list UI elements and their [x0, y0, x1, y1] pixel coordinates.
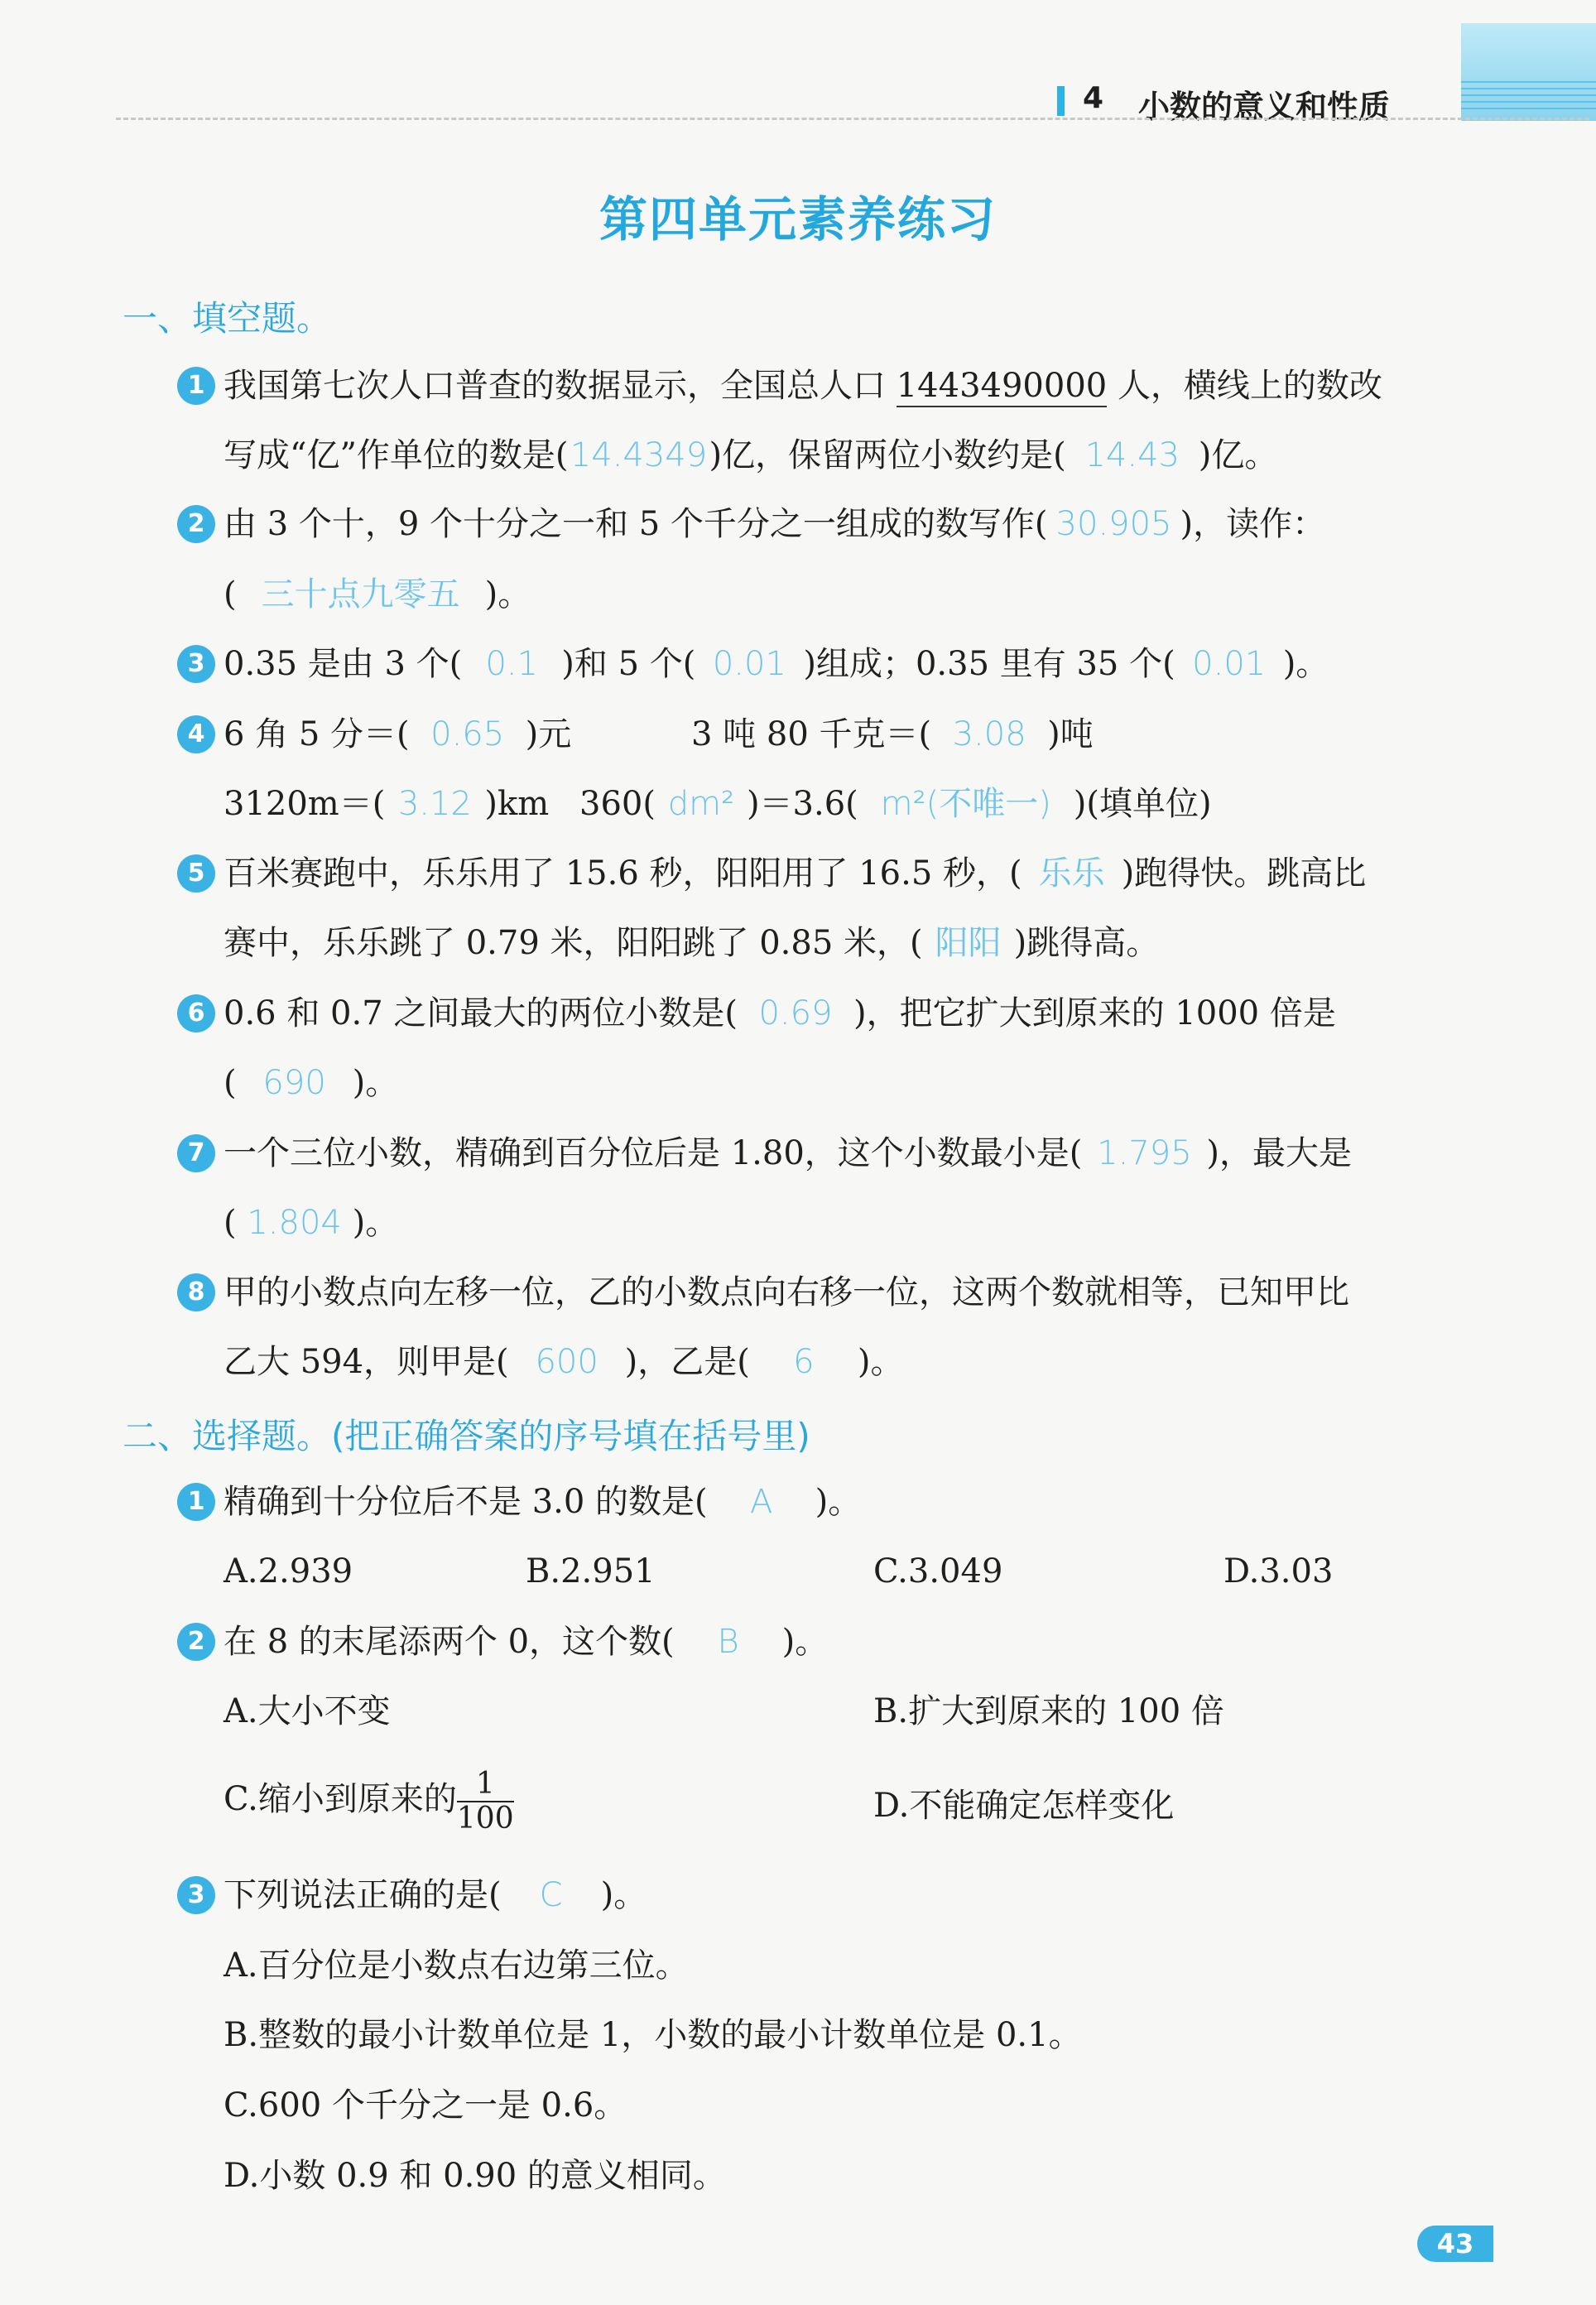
fraction: $\frac{1}{100}$ [456, 1767, 514, 1836]
answer-text: A [749, 1483, 773, 1521]
option-d: D.小数 0.9 和 0.90 的意义相同。 [224, 2157, 726, 2195]
question-line: 百米赛跑中，乐乐用了 15.6 秒，阳阳用了 16.5 秒，( 乐乐 )跑得快。跳高比 [224, 850, 1366, 897]
answer-text: 0.01 [1192, 645, 1267, 683]
question-line: 乙大 594，则甲是( 600 )，乙是( 6 )。 [224, 1339, 904, 1385]
page-title: 第四单元素养练习 [598, 191, 997, 248]
answer-text: m²(不唯一) [880, 785, 1051, 823]
question-line: 360( dm² )＝3.6( m²(不唯一) )(填单位) [579, 781, 1212, 827]
answer-text: dm² [667, 785, 735, 823]
chapter-title: 小数的意义和性质 [1138, 89, 1391, 125]
answer-text: 0.1 [485, 645, 539, 683]
question-line: 0.6 和 0.7 之间最大的两位小数是( 0.69 )，把它扩大到原来的 1000 倍是 [224, 990, 1336, 1037]
question-line: ( 三十点九零五 )。 [224, 571, 531, 618]
option-a: A.百分位是小数点右边第三位。 [224, 1946, 689, 1985]
answer-text: 三十点九零五 [261, 575, 460, 614]
question-number: 1 [177, 1483, 215, 1521]
option-c: C.3.049 [873, 1552, 1003, 1590]
question-line: 下列说法正确的是( C )。 [224, 1872, 647, 1918]
section-fill-in-title: 一、填空题。 [123, 298, 332, 339]
question-line: 3 吨 80 千克＝( 3.08 )吨 [691, 711, 1094, 758]
answer-text: 阳阳 [935, 924, 1002, 962]
answer-text: C [539, 1876, 563, 1914]
option-b: B.整数的最小计数单位是 1，小数的最小计数单位是 0.1。 [224, 2016, 1082, 2054]
answer-text: 600 [535, 1343, 598, 1381]
underlined-number: 1443490000 [897, 367, 1108, 407]
option-a: A.2.939 [224, 1552, 353, 1590]
answer-text: 0.65 [430, 715, 505, 753]
question-number: 5 [177, 854, 215, 893]
question-number: 7 [177, 1134, 215, 1172]
answer-text: 3.12 [397, 785, 472, 823]
chapter-number: 4 [1083, 81, 1104, 115]
header-decoration [1461, 23, 1596, 121]
answer-text: 14.4349 [570, 436, 708, 474]
question-line: ( 690 )。 [224, 1060, 398, 1106]
question-line: 0.35 是由 3 个( 0.1 )和 5 个( 0.01 )组成；0.35 里有 35 个( 0.01 )。 [224, 641, 1329, 687]
answer-text: B [717, 1623, 739, 1661]
option-c: C.600 个千分之一是 0.6。 [224, 2086, 627, 2125]
answer-text: 1.804 [247, 1204, 342, 1242]
answer-text: 0.69 [758, 994, 833, 1032]
question-number: 3 [177, 1876, 215, 1914]
question-line: 6 角 5 分＝( 0.65 )元 [224, 711, 571, 758]
question-line: 我国第七次人口普查的数据显示，全国总人口 1443490000 人，横线上的数改 [224, 363, 1382, 409]
question-line: 甲的小数点向左移一位，乙的小数点向右移一位，这两个数就相等，已知甲比 [224, 1273, 1349, 1311]
question-line: 3120m＝( 3.12 )km [224, 781, 549, 827]
question-line: 精确到十分位后不是 3.0 的数是( A )。 [224, 1479, 861, 1525]
question-number: 4 [177, 715, 215, 753]
page-number: 43 [1417, 2226, 1493, 2262]
question-number: 2 [177, 505, 215, 543]
option-a: A.大小不变 [224, 1692, 391, 1730]
answer-text: 30.905 [1055, 505, 1172, 543]
answer-text: 14.43 [1084, 436, 1180, 474]
option-b: B.2.951 [526, 1552, 656, 1590]
question-number: 1 [177, 367, 215, 405]
answer-text: 6 [793, 1343, 815, 1381]
question-line: 一个三位小数，精确到百分位后是 1.80，这个小数最小是( 1.795 )，最大是 [224, 1130, 1352, 1177]
option-b: B.扩大到原来的 100 倍 [873, 1692, 1224, 1730]
question-line: 在 8 的末尾添两个 0，这个数( B )。 [224, 1619, 828, 1665]
answer-text: 0.01 [712, 645, 786, 683]
header-marker [1057, 86, 1065, 116]
question-line: 写成“亿”作单位的数是(14.4349)亿，保留两位小数约是( 14.43 )亿。 [224, 432, 1277, 479]
question-line: 赛中，乐乐跳了 0.79 米，阳阳跳了 0.85 米，( 阳阳 )跳得高。 [224, 920, 1159, 966]
option-d: D.3.03 [1223, 1552, 1334, 1590]
question-number: 6 [177, 994, 215, 1032]
answer-text: 3.08 [952, 715, 1026, 753]
question-line: ( 1.804 )。 [224, 1200, 398, 1246]
header-divider [116, 118, 1589, 120]
answer-text: 1.795 [1097, 1134, 1192, 1172]
answer-text: 690 [262, 1064, 326, 1102]
option-c: C.缩小到原来的 $\frac{1}{100}$ [224, 1767, 514, 1836]
option-d: D.不能确定怎样变化 [873, 1787, 1175, 1825]
question-line: 由 3 个十，9 个十分之一和 5 个千分之一组成的数写作( 30.905 )，读作： [224, 501, 1325, 547]
question-number: 8 [177, 1273, 215, 1311]
question-number: 2 [177, 1623, 215, 1661]
section-choice-title: 二、选择题。(把正确答案的序号填在括号里) [123, 1416, 810, 1456]
answer-text: 乐乐 [1038, 854, 1105, 893]
question-number: 3 [177, 645, 215, 683]
